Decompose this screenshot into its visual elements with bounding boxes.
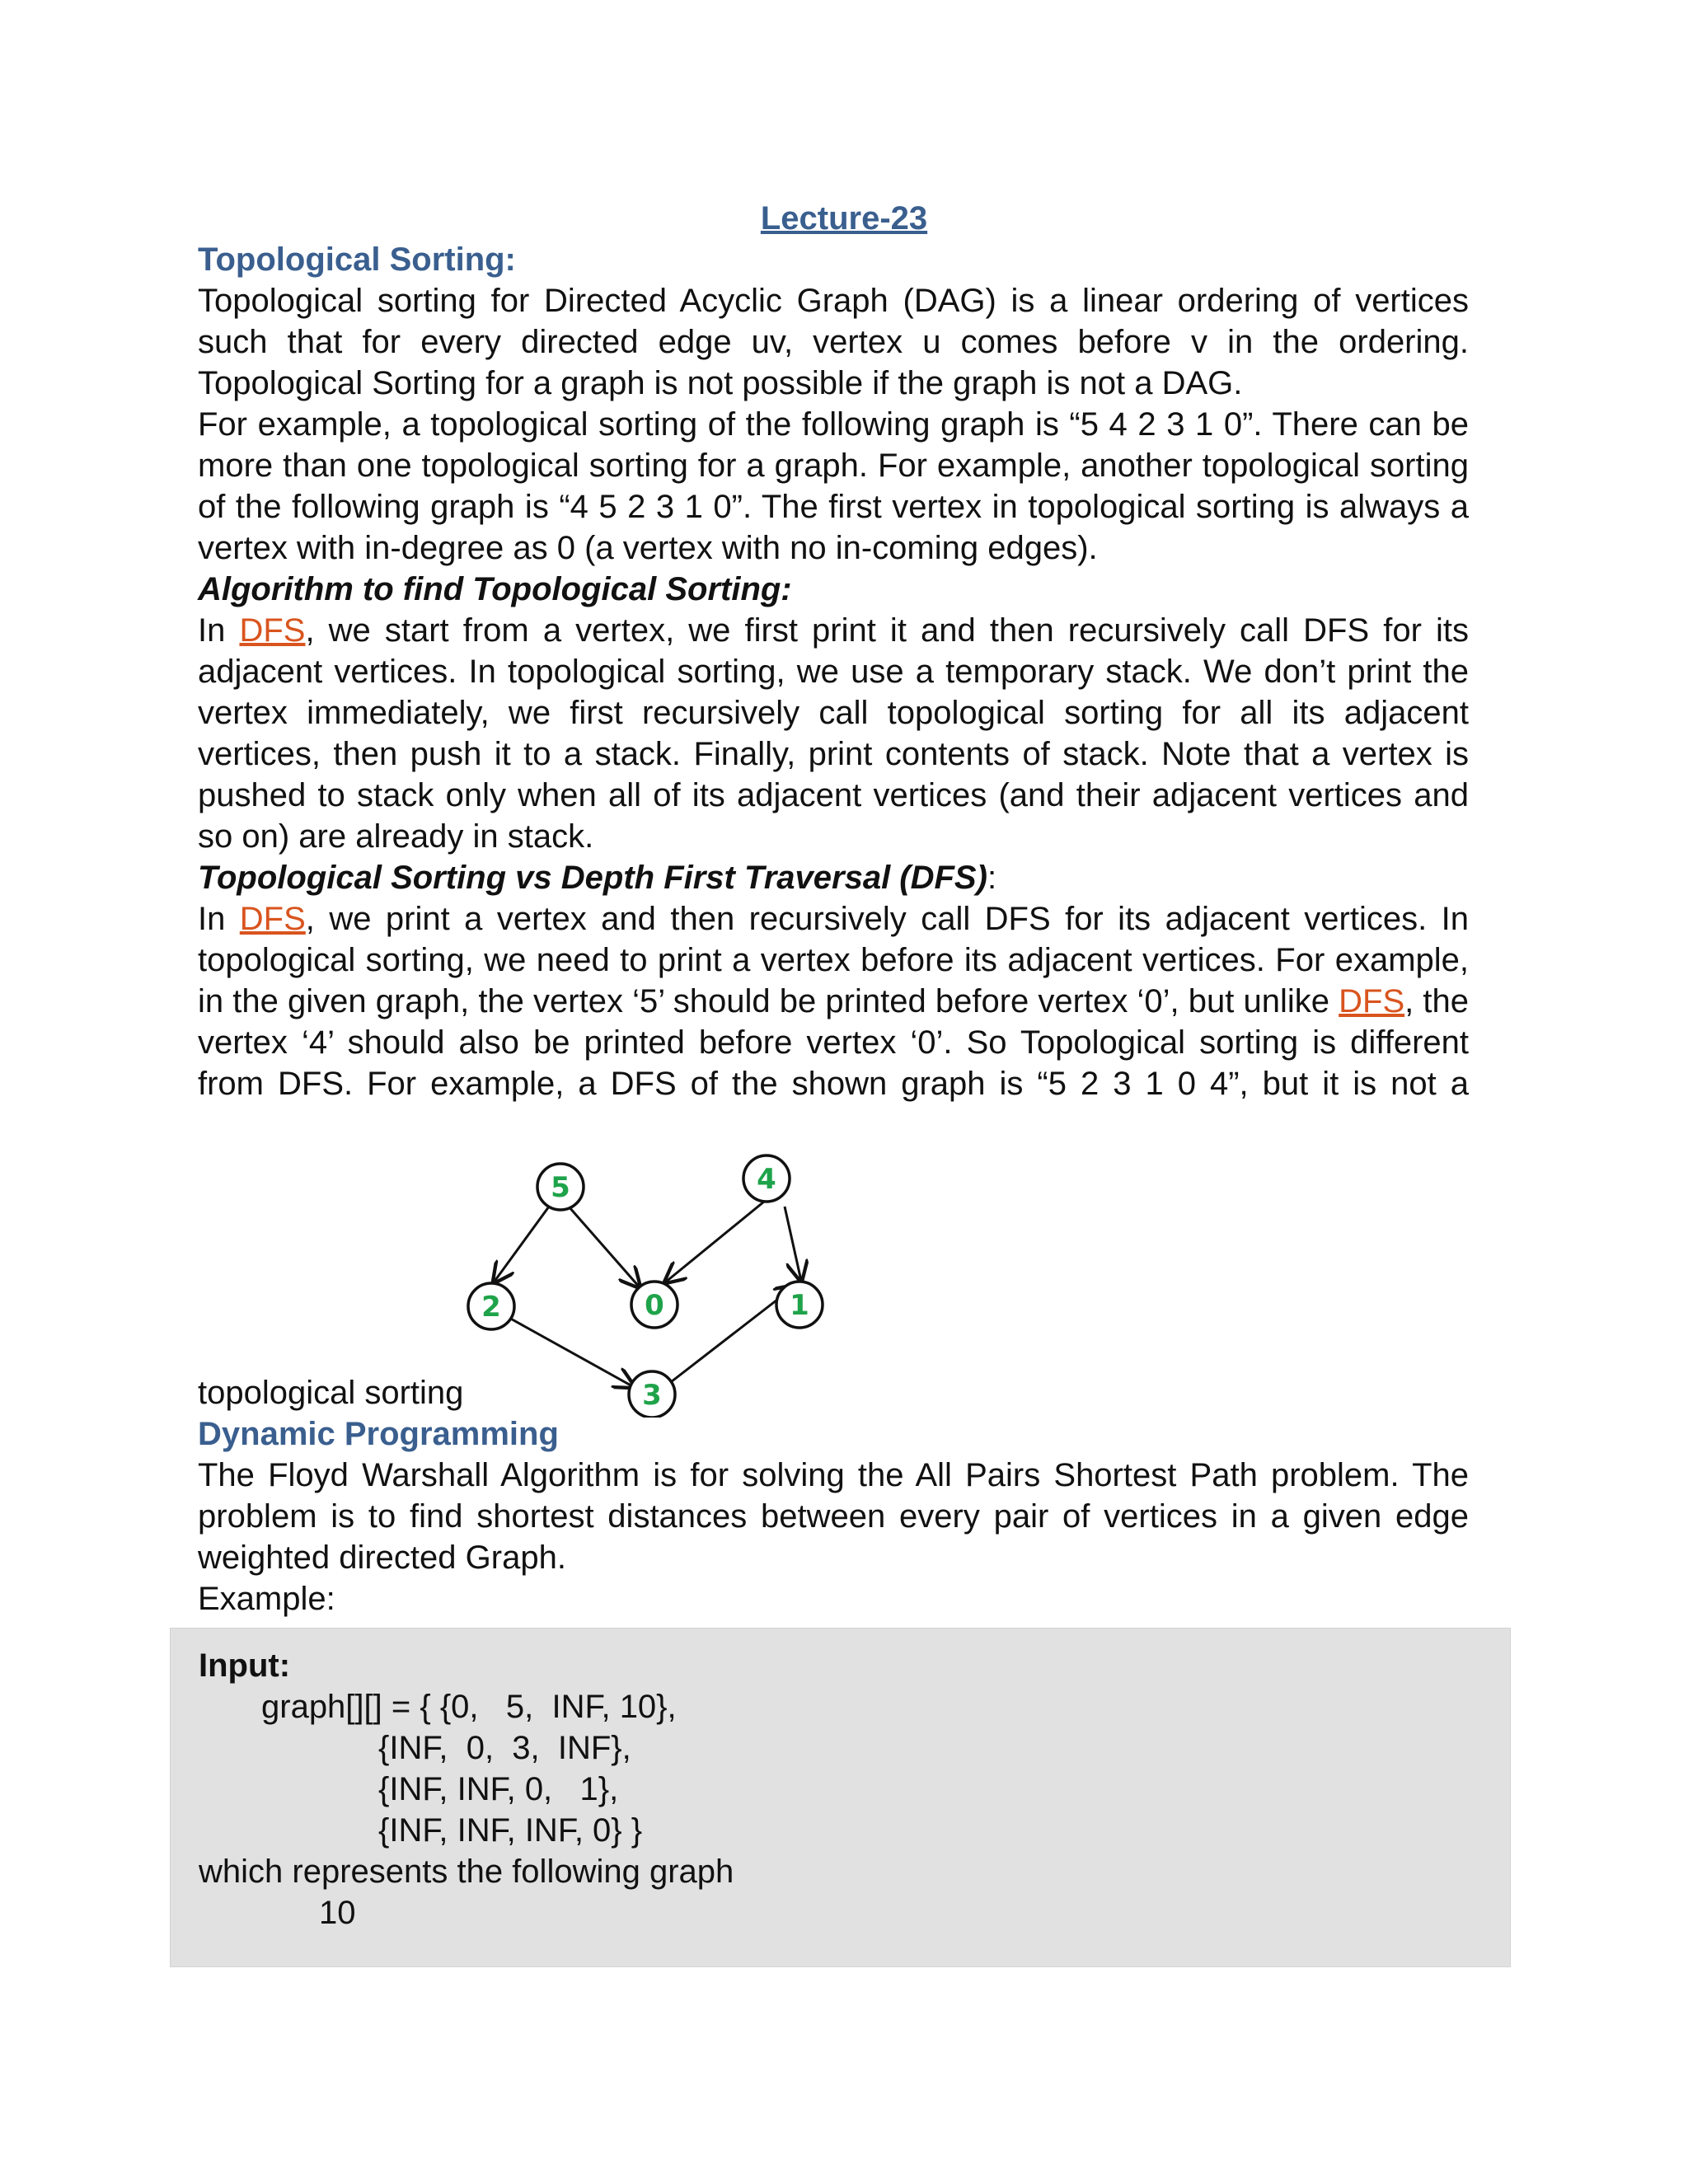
dag-diagram [462, 1104, 849, 1418]
graph-node-2 [468, 1283, 514, 1329]
subheading-algorithm: Algorithm to find Topological Sorting: [198, 571, 792, 607]
vs-text-mid: , we print a vertex and then recursively call DFS for its adjacent vertices. In topological sorting, we need to print a vertex before its adjacent vertices. For example, in the given graph, the vertex ‘5’ should be printed before vertex ‘0’, but unlike [198, 901, 1469, 1019]
paragraph-definition: Topological sorting for Directed Acyclic Graph (DAG) is a linear ordering of vertices such that for every directed edge uv, vertex u comes before v in the ordering. Topological Sorting for a graph is not possible if the graph is not a DAG. [198, 283, 1469, 401]
subheading-vs-dfs [198, 857, 1469, 898]
graph-line-2: {INF, 0, 3, INF}, [378, 1730, 631, 1766]
vs-dfs-tail: topological sorting [198, 1375, 464, 1411]
section-heading-dynamic-programming: Dynamic Programming [198, 1416, 559, 1452]
edge-5-0 [569, 1207, 640, 1287]
section-heading-topological-sorting: Topological Sorting: [198, 241, 516, 278]
example-label: Example: [198, 1581, 335, 1617]
paragraph-example: For example, a topological sorting of the following graph is “5 4 2 3 1 0”. There can be more than one topological sorting for a graph. For example, another topological sorting of the following graph is “4 5 2 3 1 0”. The first vertex in topological sorting is always a vertex with in-degree as 0 (a vertex with no in-coming edges). [198, 406, 1469, 566]
lecture-title: Lecture-23 [760, 200, 928, 237]
algo-text-post: , we start from a vertex, we first print it and then recursively call DFS for its adjacent vertices. In topological sorting, we use a temporary stack. We don’t print the vertex immediately, we first recursively call topological sorting for all its adjacent vertices, then push it to a stack. Finally, print contents of stack. Note that a vertex is pushed to stack only when all of its adjacent vertices (and their adjacent vertices and so on) are already in stack. [198, 612, 1469, 855]
vs-heading-colon: : [987, 860, 997, 896]
algo-text-pre: In [198, 612, 240, 649]
node-label: 4 [757, 1163, 776, 1196]
input-label: Input: [199, 1647, 291, 1684]
graph-node-1 [776, 1282, 823, 1328]
dynamic-programming-section [198, 1372, 1469, 1619]
dfs-link[interactable]: DFS [239, 901, 306, 937]
example-code-box [170, 1628, 1511, 1967]
graph-node-5 [537, 1164, 584, 1210]
dfs-link[interactable]: DFS [239, 612, 306, 649]
graph-line-4: {INF, INF, INF, 0} } [378, 1812, 643, 1849]
node-label: 0 [645, 1289, 664, 1322]
node-label: 3 [642, 1379, 662, 1412]
dag-svg [462, 1104, 849, 1418]
edge-4-0 [665, 1202, 764, 1282]
vs-text-post: , the vertex ‘4’ should also be printed before vertex ‘0’. So Topological sorting is different from DFS. For example, a DFS of the shown graph is “5 2 3 1 0 4”, but it is not a [198, 983, 1469, 1102]
paragraph-vs-dfs [198, 898, 1469, 1104]
node-label: 1 [790, 1289, 809, 1322]
edge-weight-label: 10 [319, 1895, 356, 1931]
represents-text: which represents the following graph [199, 1854, 734, 1890]
dfs-link[interactable]: DFS [1339, 983, 1405, 1019]
node-label: 5 [551, 1171, 570, 1204]
paragraph-algorithm [198, 610, 1469, 857]
node-label: 2 [481, 1291, 501, 1324]
edge-4-1 [785, 1207, 801, 1281]
graph-node-0 [631, 1282, 678, 1328]
example-box-content [199, 1645, 1484, 1933]
vs-heading-text: Topological Sorting vs Depth First Traversal (DFS) [198, 860, 987, 896]
vs-text-pre: In [198, 901, 240, 937]
graph-line-1: graph[][] = { {0, 5, INF, 10}, [261, 1689, 677, 1725]
paragraph-floyd-warshall: The Floyd Warshall Algorithm is for solving the All Pairs Shortest Path problem. The problem is to find shortest distances between every pair of vertices in a given edge weighted directed Graph. [198, 1457, 1469, 1576]
graph-line-3: {INF, INF, 0, 1}, [378, 1771, 619, 1807]
topological-sorting-section [198, 239, 1469, 1104]
edge-5-2 [494, 1207, 549, 1282]
graph-node-4 [743, 1155, 790, 1202]
